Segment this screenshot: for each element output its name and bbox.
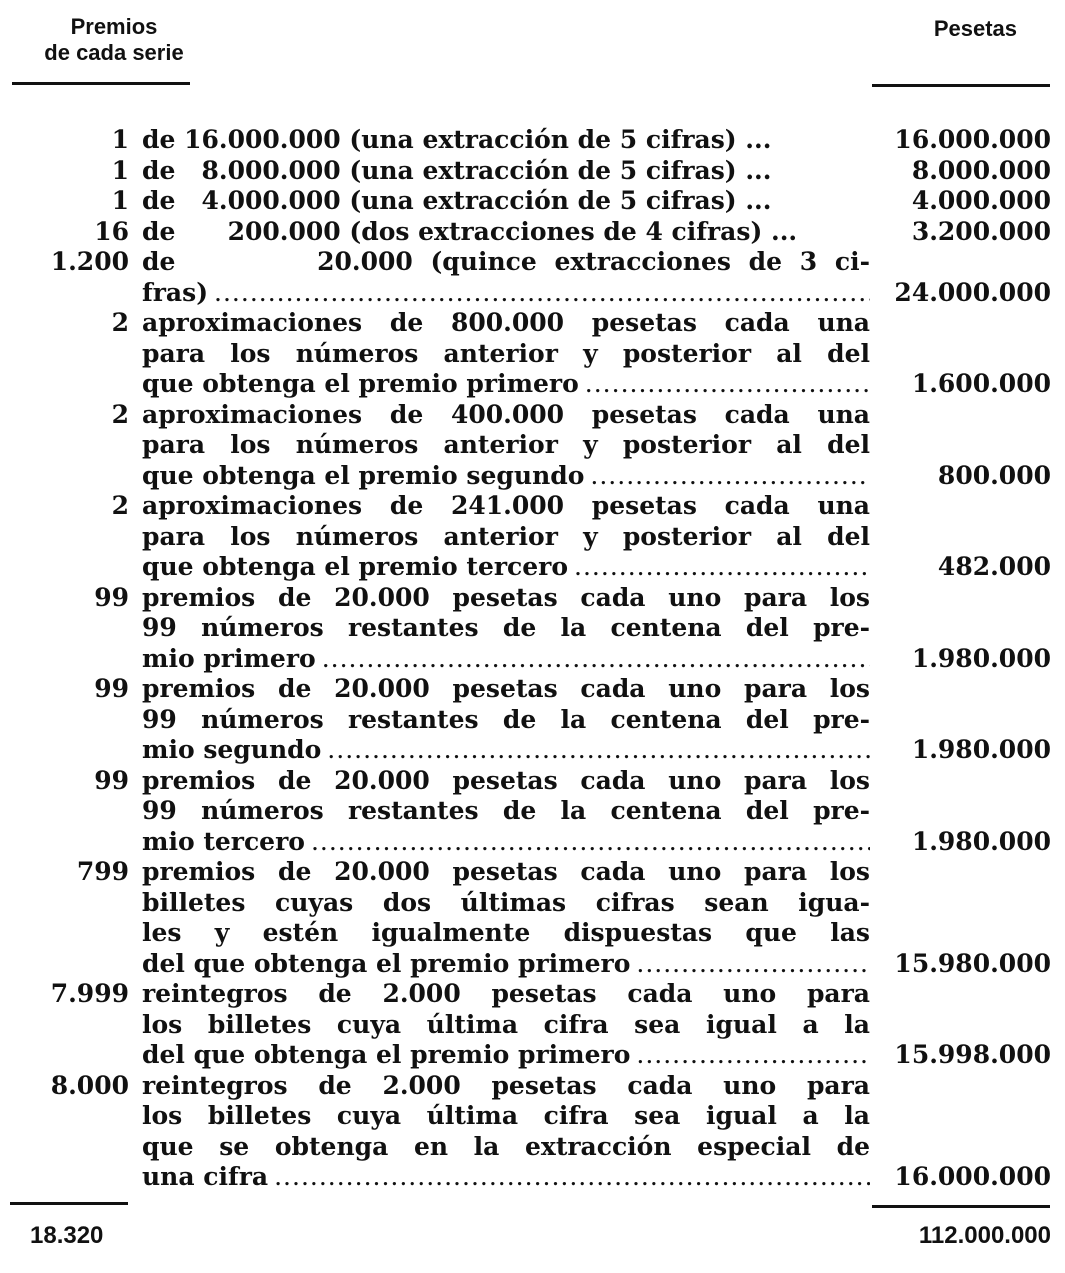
description-line: aproximaciones de 400.000 pesetas cada una bbox=[142, 399, 870, 429]
dot-leader bbox=[327, 735, 870, 766]
prize-description bbox=[142, 674, 870, 766]
prize-quantity: 1 bbox=[111, 186, 129, 215]
description-line-text: mio primero bbox=[142, 643, 316, 673]
description-line-text: del que obtenga el premio primero bbox=[142, 1040, 631, 1069]
prize-quantity: 2 bbox=[111, 308, 129, 337]
column-header-premios bbox=[14, 14, 214, 66]
description-line-text: fras) bbox=[142, 277, 209, 307]
prize-amount: 16.000.000 bbox=[894, 1162, 1051, 1191]
prize-row bbox=[0, 217, 1065, 248]
prize-quantity: 1 bbox=[111, 155, 129, 185]
description-line: premios de 20.000 pesetas cada uno para los bbox=[142, 582, 870, 612]
description-line: 99 números restantes de la centena del pre- bbox=[142, 613, 870, 642]
description-line: premios de 20.000 pesetas cada uno para los bbox=[142, 765, 870, 795]
prize-amount: 16.000.000 bbox=[894, 125, 1051, 154]
description-line bbox=[142, 278, 870, 309]
prize-description bbox=[142, 1071, 870, 1193]
description-line: de 16.000.000 (una extracción de 5 cifras) ... bbox=[142, 125, 772, 154]
prize-description bbox=[142, 766, 870, 858]
prize-row bbox=[0, 308, 1065, 400]
prize-row bbox=[0, 583, 1065, 675]
dot-leader bbox=[590, 461, 870, 492]
dot-leader bbox=[636, 949, 870, 980]
prize-amount: 482.000 bbox=[937, 552, 1051, 581]
description-line: les y estén igualmente dispuestas que las bbox=[142, 918, 870, 947]
prize-row bbox=[0, 186, 1065, 217]
prize-row bbox=[0, 156, 1065, 187]
description-line-text: que obtenga el premio segundo bbox=[142, 460, 585, 490]
prize-row bbox=[0, 125, 1065, 156]
prize-amount: 1.600.000 bbox=[911, 369, 1051, 398]
prize-amount: 800.000 bbox=[937, 460, 1051, 490]
prize-quantity: 16 bbox=[94, 216, 129, 246]
description-line: 99 números restantes de la centena del pre- bbox=[142, 704, 870, 734]
prize-description bbox=[142, 125, 870, 156]
prize-quantity: 2 bbox=[111, 491, 129, 520]
dot-leader bbox=[214, 278, 870, 309]
description-line: premios de 20.000 pesetas cada uno para los bbox=[142, 674, 870, 703]
description-line bbox=[142, 552, 870, 583]
description-line: para los números anterior y posterior al del bbox=[142, 338, 870, 368]
prize-quantity: 99 bbox=[94, 674, 129, 703]
prize-amount: 15.998.000 bbox=[894, 1040, 1051, 1069]
description-line: aproximaciones de 241.000 pesetas cada una bbox=[142, 491, 870, 520]
prize-description bbox=[142, 156, 870, 187]
header-rule-right bbox=[872, 84, 1050, 87]
description-line bbox=[142, 1040, 870, 1071]
description-line: billetes cuyas dos últimas cifras sean igua- bbox=[142, 887, 870, 917]
prize-description bbox=[142, 186, 870, 217]
prize-table bbox=[0, 125, 1065, 1193]
prize-quantity: 7.999 bbox=[50, 979, 129, 1008]
prize-row bbox=[0, 674, 1065, 766]
description-line: de 200.000 (dos extracciones de 4 cifras) ... bbox=[142, 216, 798, 246]
prize-description bbox=[142, 583, 870, 675]
prize-amount: 1.980.000 bbox=[911, 735, 1051, 764]
prize-row bbox=[0, 766, 1065, 858]
column-header-premios-line2: de cada serie bbox=[44, 40, 184, 65]
total-pesetas: 112.000.000 bbox=[918, 1222, 1051, 1249]
description-line bbox=[142, 1162, 870, 1193]
prize-row bbox=[0, 491, 1065, 583]
description-line-text: del que obtenga el premio primero bbox=[142, 948, 631, 978]
prize-quantity: 2 bbox=[111, 399, 129, 429]
description-line bbox=[142, 644, 870, 675]
total-rule-left bbox=[10, 1202, 128, 1205]
prize-quantity: 99 bbox=[94, 765, 129, 795]
prize-quantity: 1 bbox=[111, 125, 129, 154]
prize-row bbox=[0, 1071, 1065, 1193]
description-line: premios de 20.000 pesetas cada uno para los bbox=[142, 857, 870, 886]
prize-amount: 15.980.000 bbox=[894, 948, 1051, 978]
prize-amount: 1.980.000 bbox=[911, 643, 1051, 673]
description-line: que se obtenga en la extracción especial de bbox=[142, 1131, 870, 1161]
description-line-text: una cifra bbox=[142, 1162, 269, 1191]
prize-quantity: 1.200 bbox=[50, 247, 129, 276]
column-header-pesetas: Pesetas bbox=[933, 16, 1017, 41]
description-line-text: mio tercero bbox=[142, 826, 305, 856]
prize-description bbox=[142, 979, 870, 1071]
prize-amount: 1.980.000 bbox=[911, 826, 1051, 856]
description-line: de 20.000 (quince extracciones de 3 ci- bbox=[142, 247, 870, 276]
prize-quantity: 799 bbox=[76, 857, 129, 886]
description-line bbox=[142, 735, 870, 766]
prize-row bbox=[0, 857, 1065, 979]
prize-description bbox=[142, 217, 870, 248]
description-line-text: que obtenga el premio tercero bbox=[142, 552, 569, 581]
description-line-text: mio segundo bbox=[142, 735, 322, 764]
total-premios: 18.320 bbox=[30, 1222, 104, 1249]
prize-row bbox=[0, 979, 1065, 1071]
prize-description bbox=[142, 247, 870, 308]
description-line: para los números anterior y posterior al del bbox=[142, 430, 870, 459]
prize-quantity: 8.000 bbox=[50, 1070, 129, 1100]
description-line: aproximaciones de 800.000 pesetas cada una bbox=[142, 308, 870, 337]
dot-leader bbox=[636, 1040, 870, 1071]
prize-description bbox=[142, 308, 870, 400]
prize-description bbox=[142, 857, 870, 979]
prize-amount: 4.000.000 bbox=[911, 186, 1051, 215]
description-line bbox=[142, 369, 870, 400]
prize-amount: 3.200.000 bbox=[911, 216, 1051, 246]
description-line: para los números anterior y posterior al del bbox=[142, 521, 870, 551]
description-line-text: que obtenga el premio primero bbox=[142, 369, 579, 398]
description-line: de 4.000.000 (una extracción de 5 cifras) ... bbox=[142, 186, 772, 215]
dot-leader bbox=[322, 644, 870, 675]
total-rule-right bbox=[872, 1205, 1050, 1208]
description-line: los billetes cuya última cifra sea igual a la bbox=[142, 1101, 870, 1130]
prize-description bbox=[142, 400, 870, 492]
dot-leader bbox=[274, 1162, 870, 1193]
description-line: reintegros de 2.000 pesetas cada uno para bbox=[142, 1070, 870, 1100]
dot-leader bbox=[311, 827, 870, 858]
prize-quantity: 99 bbox=[94, 582, 129, 612]
dot-leader bbox=[574, 552, 870, 583]
prize-row bbox=[0, 400, 1065, 492]
description-line bbox=[142, 827, 870, 858]
description-line: los billetes cuya última cifra sea igual a la bbox=[142, 1009, 870, 1039]
column-header-premios-line1: Premios bbox=[70, 14, 158, 39]
description-line: 99 números restantes de la centena del pre- bbox=[142, 796, 870, 825]
prize-description bbox=[142, 491, 870, 583]
prize-row bbox=[0, 247, 1065, 308]
dot-leader bbox=[585, 369, 870, 400]
description-line bbox=[142, 949, 870, 980]
description-line: reintegros de 2.000 pesetas cada uno para bbox=[142, 979, 870, 1008]
description-line: de 8.000.000 (una extracción de 5 cifras) ... bbox=[142, 155, 772, 185]
prize-amount: 8.000.000 bbox=[911, 155, 1051, 185]
header-rule-left bbox=[12, 82, 190, 85]
description-line bbox=[142, 461, 870, 492]
prize-amount: 24.000.000 bbox=[894, 277, 1051, 307]
